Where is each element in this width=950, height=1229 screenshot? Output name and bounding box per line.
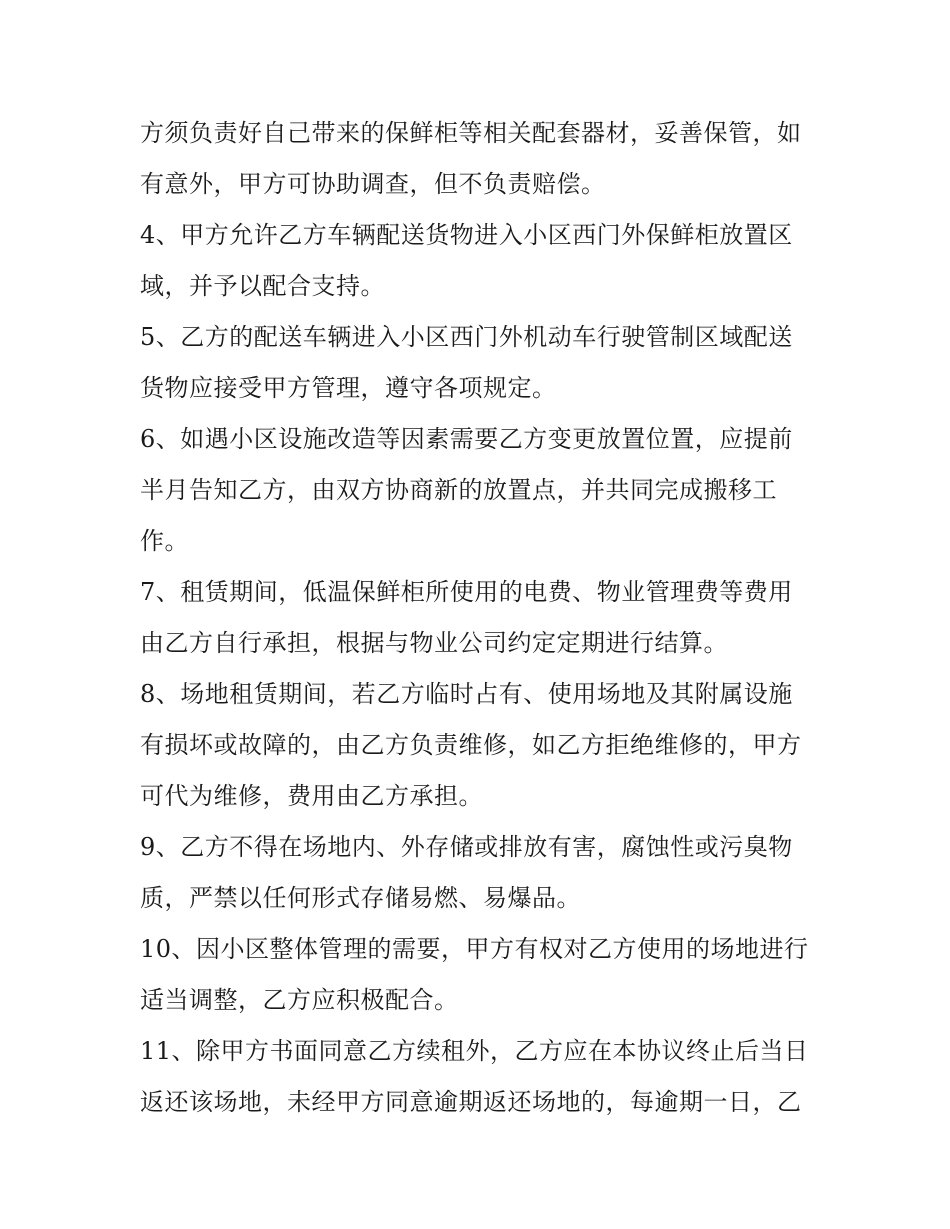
paragraph-clause-8: 8、场地租赁期间，若乙方临时占有、使用场地及其附属设施有损坏或故障的，由乙方负责维修，如乙方拒绝维修的，甲方可代为维修，费用由乙方承担。: [140, 680, 802, 810]
document-body: [140, 108, 810, 1128]
paragraph-clause-10: 10、因小区整体管理的需要，甲方有权对乙方使用的场地进行适当调整，乙方应积极配合。: [140, 935, 809, 1014]
paragraph-clause-7: 7、租赁期间，低温保鲜柜所使用的电费、物业管理费等费用由乙方自行承担，根据与物业公司约定定期进行结算。: [140, 578, 793, 657]
paragraph-clause-5: 5、乙方的配送车辆进入小区西门外机动车行驶管制区域配送货物应接受甲方管理，遵守各项规定。: [140, 323, 793, 402]
paragraph-clause-4: 4、甲方允许乙方车辆配送货物进入小区西门外保鲜柜放置区域，并予以配合支持。: [140, 221, 793, 300]
paragraph-clause-6: 6、如遇小区设施改造等因素需要乙方变更放置位置，应提前半月告知乙方，由双方协商新的放置点，并共同完成搬移工作。: [140, 425, 793, 555]
paragraph-continuation: 方须负责好自己带来的保鲜柜等相关配套器材，妥善保管，如有意外，甲方可协助调查，但不负责赔偿。: [140, 119, 802, 198]
paragraph-clause-9: 9、乙方不得在场地内、外存储或排放有害，腐蚀性或污臭物质，严禁以任何形式存储易燃、易爆品。: [140, 833, 793, 912]
paragraph-clause-11: 11、除甲方书面同意乙方续租外，乙方应在本协议终止后当日返还该场地，未经甲方同意逾期返还场地的，每逾期一日，乙: [140, 1037, 809, 1116]
